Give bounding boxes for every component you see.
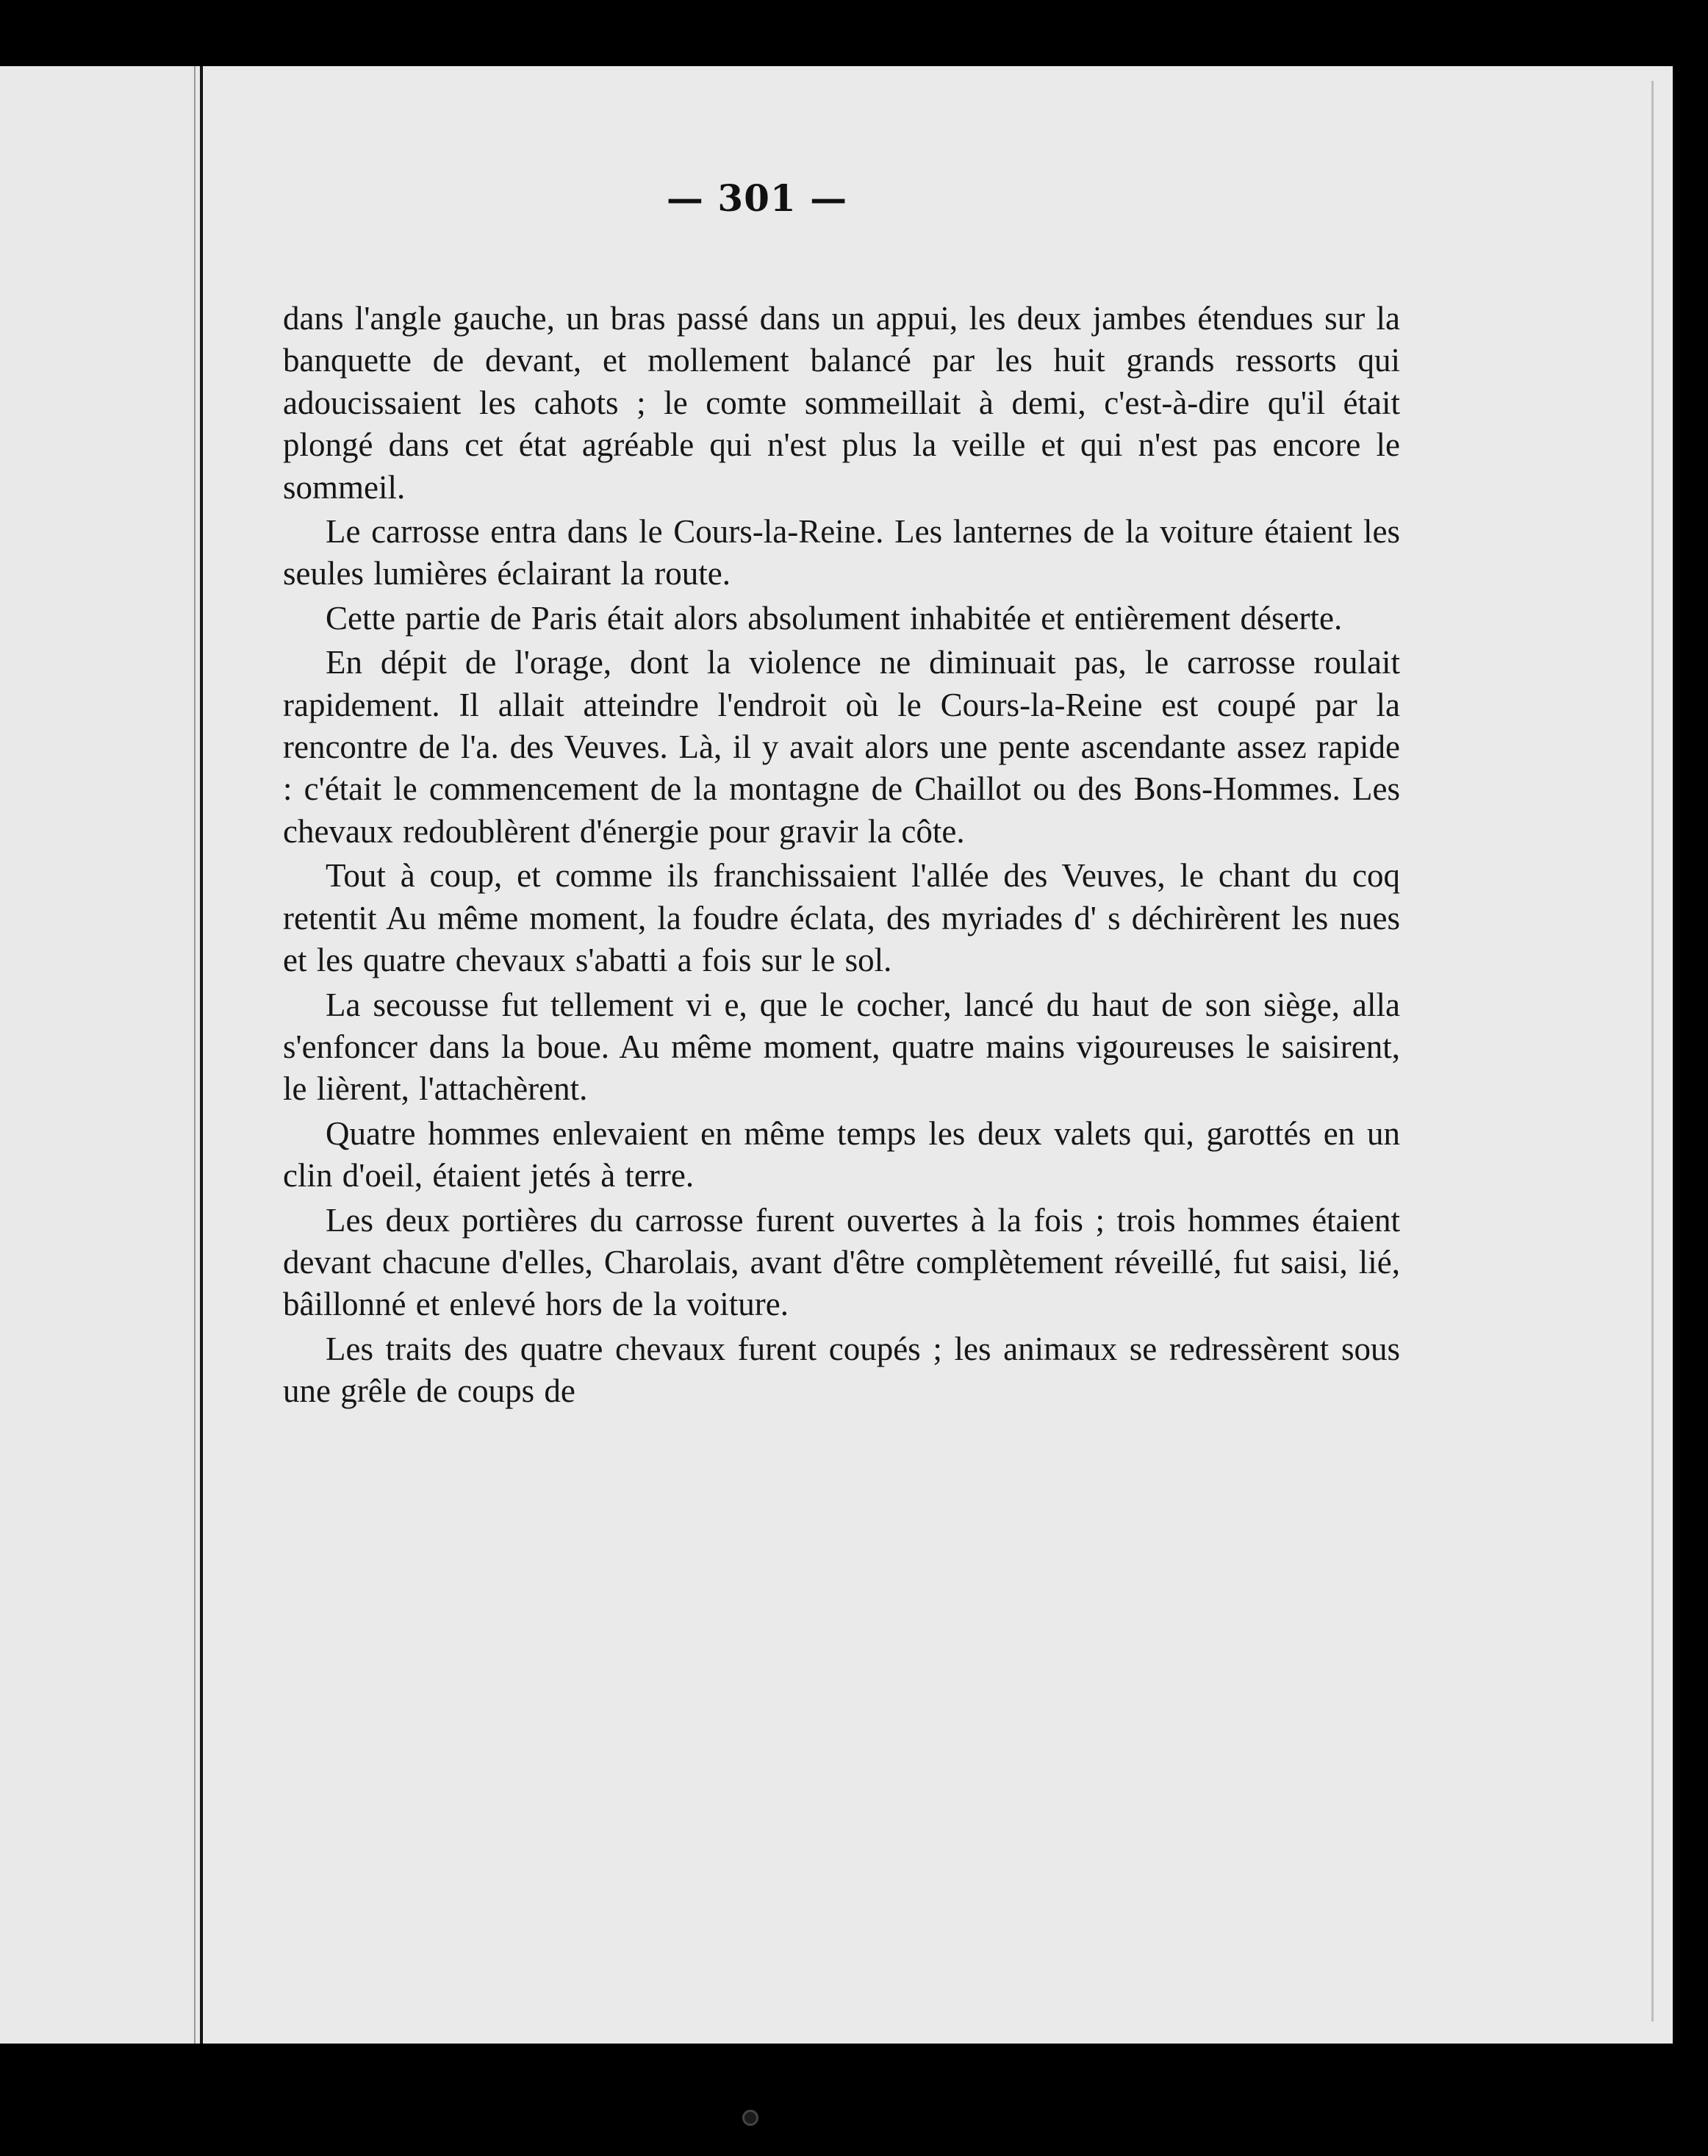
page-right-edge xyxy=(1651,81,1654,2021)
page-body-text xyxy=(283,298,1400,1415)
paragraph: Quatre hommes enlevaient en même temps les deux valets qui, garottés en un clin d'oeil, étaient jetés à terre. xyxy=(283,1114,1400,1195)
paragraph: Les deux portières du carrosse furent ouvertes à la fois ; trois hommes étaient devant chacune d'elles, Charolais, avant d'être complètement réveillé, fut saisi, lié, bâillonné et enlevé hors de la voiture. xyxy=(283,1201,1400,1323)
paragraph: En dépit de l'orage, dont la violence ne diminuait pas, le carrosse roulait rapidement. Il allait atteindre l'endroit où le Cours-la-Reine est coupé par la rencontre de l'a. des Veuves. Là, il y avait alors une pente ascendante assez rapide : c'était le commencement de la montagne de Chaillot ou des Bons-Hommes. Les chevaux redoublèrent d'énergie pour gravir la côte. xyxy=(283,644,1400,850)
paragraph: Les traits des quatre chevaux furent coupés ; les animaux se redressèrent sous une grêle de coups de xyxy=(283,1330,1400,1410)
page-number: — 301 — xyxy=(666,176,848,220)
paragraph: dans l'angle gauche, un bras passé dans un appui, les deux jambes étendues sur la banquette de devant, et mollement balancé par les huit grands ressorts qui adoucissaient les cahots ; le comte sommeillait à demi, c'est-à-dire qu'il était plongé dans cet état agréable qui n'est plus la veille et qui n'est pas encore le sommeil. xyxy=(283,300,1400,506)
facing-page-edge xyxy=(0,66,202,2044)
paragraph: Le carrosse entra dans le Cours-la-Reine. Les lanternes de la voiture étaient les seules lumières éclairant la route. xyxy=(283,513,1400,592)
binding-hole-mark xyxy=(742,2110,758,2126)
paragraph: La secousse fut tellement vi e, que le cocher, lancé du haut de son siège, alla s'enfoncer dans la boue. Au même moment, quatre mains vigoureuses le saisirent, le lièrent, l'attachèrent. xyxy=(283,986,1400,1108)
paragraph: Tout à coup, et comme ils franchissaient l'allée des Veuves, le chant du coq retentit Au même moment, la foudre éclata, des myriades d' s déchirèrent les nues et les quatre chevaux s'abatti a fois sur le sol. xyxy=(283,857,1400,979)
page-fold-line xyxy=(194,66,195,2044)
paragraph: Cette partie de Paris était alors absolument inhabitée et entièrement déserte. xyxy=(326,599,1343,637)
